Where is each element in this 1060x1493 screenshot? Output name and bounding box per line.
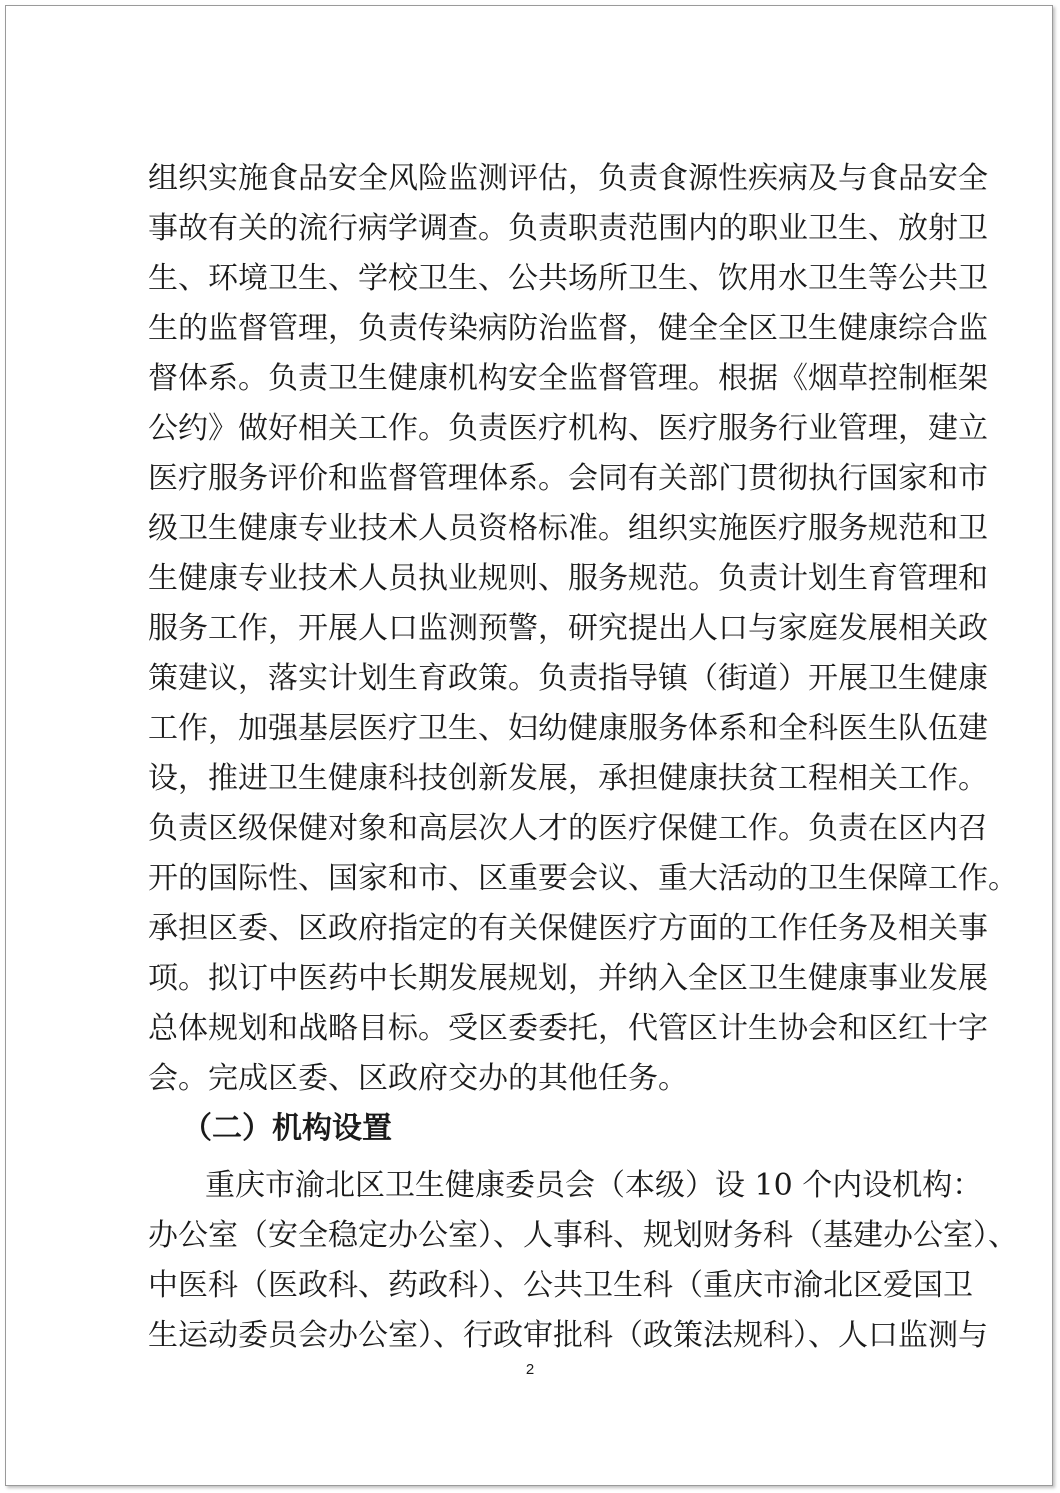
body-line: 工作，加强基层医疗卫生、妇幼健康服务体系和全科医生队伍建 (148, 711, 988, 746)
body-line: 组织实施食品安全风险监测评估，负责食源性疾病及与食品安全 (148, 161, 988, 196)
body-line: 生、环境卫生、学校卫生、公共场所卫生、饮用水卫生等公共卫 (148, 261, 988, 296)
body-line: 督体系。负责卫生健康机构安全监督管理。根据《烟草控制框架 (148, 361, 988, 396)
section-line: 中医科（医政科、药政科）、公共卫生科（重庆市渝北区爱国卫 (148, 1268, 973, 1303)
body-line: 事故有关的流行病学调查。负责职责范围内的职业卫生、放射卫 (148, 211, 988, 246)
body-line: 设，推进卫生健康科技创新发展，承担健康扶贫工程相关工作。 (148, 761, 988, 796)
body-line: 生健康专业技术人员执业规则、服务规范。负责计划生育管理和 (148, 561, 988, 596)
body-line: 总体规划和战略目标。受区委委托，代管区计生协会和区红十字 (148, 1011, 988, 1046)
body-line: 会。完成区委、区政府交办的其他任务。 (148, 1061, 688, 1096)
section-heading: （二）机构设置 (182, 1111, 392, 1146)
section-line: 重庆市渝北区卫生健康委员会（本级）设 10 个内设机构： (205, 1168, 983, 1203)
page-number: 2 (525, 1361, 535, 1378)
section-line: 办公室（安全稳定办公室）、人事科、规划财务科（基建办公室）、 (148, 1218, 1018, 1253)
body-line: 项。拟订中医药中长期发展规划，并纳入全区卫生健康事业发展 (148, 961, 988, 996)
body-line: 级卫生健康专业技术人员资格标准。组织实施医疗服务规范和卫 (148, 511, 988, 546)
body-line: 公约》做好相关工作。负责医疗机构、医疗服务行业管理，建立 (148, 411, 988, 446)
body-line: 开的国际性、国家和市、区重要会议、重大活动的卫生保障工作。 (148, 861, 1018, 896)
body-line: 策建议，落实计划生育政策。负责指导镇（街道）开展卫生健康 (148, 661, 988, 696)
body-line: 医疗服务评价和监督管理体系。会同有关部门贯彻执行国家和市 (148, 461, 988, 496)
body-line: 承担区委、区政府指定的有关保健医疗方面的工作任务及相关事 (148, 911, 988, 946)
section-line: 生运动委员会办公室）、行政审批科（政策法规科）、人口监测与 (148, 1318, 988, 1353)
body-line: 服务工作，开展人口监测预警，研究提出人口与家庭发展相关政 (148, 611, 988, 646)
body-line: 负责区级保健对象和高层次人才的医疗保健工作。负责在区内召 (148, 811, 988, 846)
body-line: 生的监督管理，负责传染病防治监督，健全全区卫生健康综合监 (148, 311, 988, 346)
